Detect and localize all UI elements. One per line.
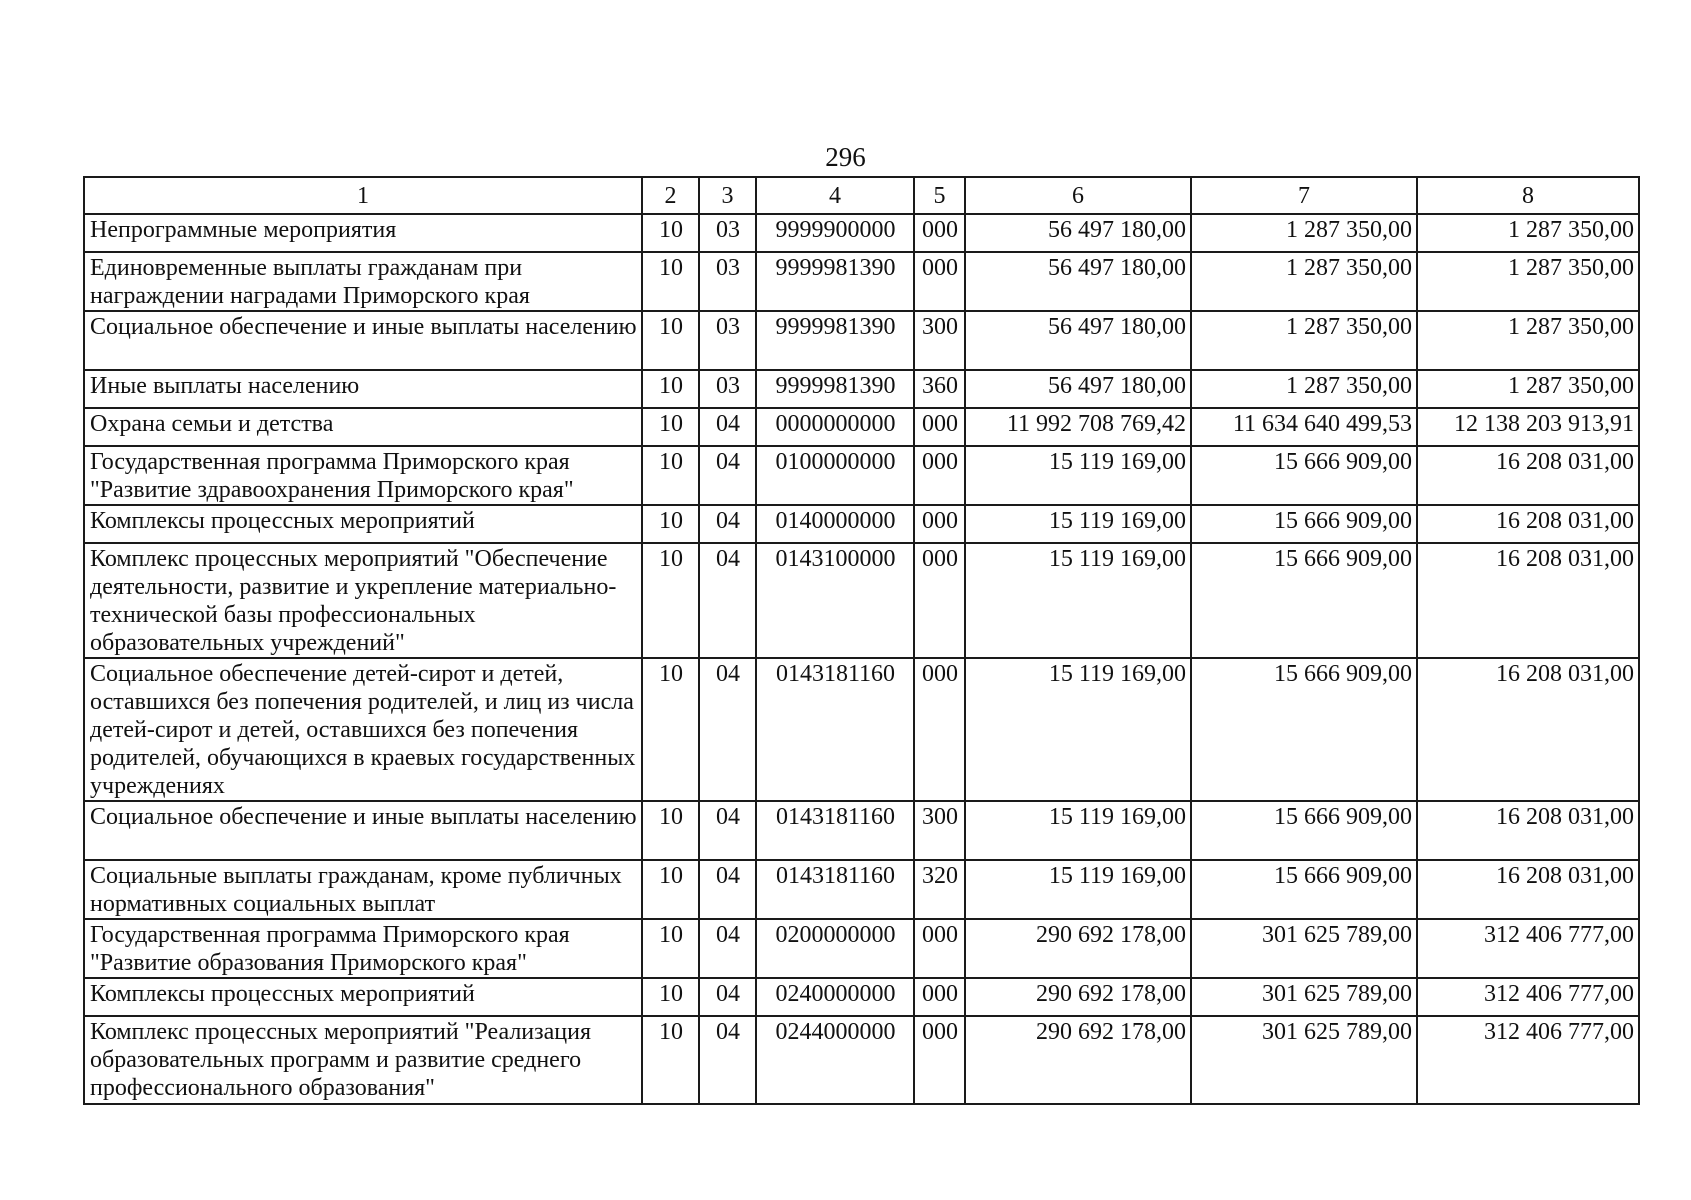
expense-type-code: 320 — [914, 860, 965, 919]
section-code: 10 — [642, 505, 699, 543]
target-article-code: 9999981390 — [756, 370, 914, 408]
section-code: 10 — [642, 801, 699, 860]
amount-col-7: 1 287 350,00 — [1191, 214, 1417, 252]
row-name: Комплекс процессных мероприятий "Реализация образовательных программ и развитие среднего профессионального образования" — [84, 1016, 642, 1104]
amount-col-7: 15 666 909,00 — [1191, 860, 1417, 919]
column-header: 3 — [699, 177, 756, 214]
row-name: Иные выплаты населению — [84, 370, 642, 408]
target-article-code: 9999900000 — [756, 214, 914, 252]
amount-col-8: 1 287 350,00 — [1417, 370, 1639, 408]
amount-col-7: 1 287 350,00 — [1191, 311, 1417, 370]
section-code: 10 — [642, 214, 699, 252]
table-row — [84, 446, 1639, 505]
subsection-code: 04 — [699, 978, 756, 1016]
section-code: 10 — [642, 978, 699, 1016]
target-article-code: 9999981390 — [756, 252, 914, 311]
section-code: 10 — [642, 543, 699, 658]
row-name: Комплекс процессных мероприятий "Обеспечение деятельности, развитие и укрепление материально-технической базы профессиональных образовательных учреждений" — [84, 543, 642, 658]
subsection-code: 03 — [699, 370, 756, 408]
amount-col-7: 15 666 909,00 — [1191, 658, 1417, 801]
amount-col-8: 1 287 350,00 — [1417, 311, 1639, 370]
subsection-code: 03 — [699, 252, 756, 311]
expense-type-code: 000 — [914, 505, 965, 543]
table-row — [84, 543, 1639, 658]
subsection-code: 04 — [699, 543, 756, 658]
subsection-code: 04 — [699, 801, 756, 860]
column-header: 1 — [84, 177, 642, 214]
section-code: 10 — [642, 1016, 699, 1104]
target-article-code: 0244000000 — [756, 1016, 914, 1104]
amount-col-6: 56 497 180,00 — [965, 214, 1191, 252]
row-name: Комплексы процессных мероприятий — [84, 978, 642, 1016]
budget-table — [83, 176, 1640, 1105]
subsection-code: 03 — [699, 214, 756, 252]
amount-col-8: 312 406 777,00 — [1417, 1016, 1639, 1104]
subsection-code: 03 — [699, 311, 756, 370]
row-name: Единовременные выплаты гражданам при награждении наградами Приморского края — [84, 252, 642, 311]
column-header: 6 — [965, 177, 1191, 214]
expense-type-code: 360 — [914, 370, 965, 408]
amount-col-6: 11 992 708 769,42 — [965, 408, 1191, 446]
column-header: 7 — [1191, 177, 1417, 214]
amount-col-8: 16 208 031,00 — [1417, 860, 1639, 919]
section-code: 10 — [642, 252, 699, 311]
amount-col-6: 15 119 169,00 — [965, 446, 1191, 505]
table-row — [84, 1016, 1639, 1104]
amount-col-6: 15 119 169,00 — [965, 543, 1191, 658]
target-article-code: 0143181160 — [756, 801, 914, 860]
section-code: 10 — [642, 446, 699, 505]
table-row — [84, 408, 1639, 446]
header-row — [84, 177, 1639, 214]
subsection-code: 04 — [699, 658, 756, 801]
amount-col-7: 15 666 909,00 — [1191, 801, 1417, 860]
amount-col-7: 15 666 909,00 — [1191, 505, 1417, 543]
amount-col-8: 12 138 203 913,91 — [1417, 408, 1639, 446]
section-code: 10 — [642, 370, 699, 408]
table-row — [84, 214, 1639, 252]
amount-col-7: 11 634 640 499,53 — [1191, 408, 1417, 446]
target-article-code: 0200000000 — [756, 919, 914, 978]
section-code: 10 — [642, 860, 699, 919]
row-name: Непрограммные мероприятия — [84, 214, 642, 252]
subsection-code: 04 — [699, 408, 756, 446]
row-name: Охрана семьи и детства — [84, 408, 642, 446]
amount-col-8: 16 208 031,00 — [1417, 658, 1639, 801]
expense-type-code: 000 — [914, 1016, 965, 1104]
amount-col-7: 301 625 789,00 — [1191, 1016, 1417, 1104]
table-row — [84, 370, 1639, 408]
subsection-code: 04 — [699, 446, 756, 505]
amount-col-8: 16 208 031,00 — [1417, 446, 1639, 505]
row-name: Социальное обеспечение и иные выплаты населению — [84, 311, 642, 370]
row-name: Государственная программа Приморского края "Развитие образования Приморского края" — [84, 919, 642, 978]
expense-type-code: 000 — [914, 919, 965, 978]
amount-col-8: 312 406 777,00 — [1417, 978, 1639, 1016]
table-row — [84, 801, 1639, 860]
column-header: 8 — [1417, 177, 1639, 214]
amount-col-6: 290 692 178,00 — [965, 919, 1191, 978]
target-article-code: 9999981390 — [756, 311, 914, 370]
target-article-code: 0240000000 — [756, 978, 914, 1016]
expense-type-code: 000 — [914, 408, 965, 446]
row-name: Социальное обеспечение детей-сирот и детей, оставшихся без попечения родителей, и лиц из числа детей-сирот и детей, оставшихся без попечения родителей, обучающихся в краевых государственных учреждениях — [84, 658, 642, 801]
column-header: 4 — [756, 177, 914, 214]
expense-type-code: 300 — [914, 801, 965, 860]
amount-col-6: 290 692 178,00 — [965, 1016, 1191, 1104]
target-article-code: 0143100000 — [756, 543, 914, 658]
amount-col-6: 56 497 180,00 — [965, 252, 1191, 311]
table-row — [84, 658, 1639, 801]
amount-col-7: 301 625 789,00 — [1191, 978, 1417, 1016]
expense-type-code: 300 — [914, 311, 965, 370]
subsection-code: 04 — [699, 1016, 756, 1104]
expense-type-code: 000 — [914, 252, 965, 311]
expense-type-code: 000 — [914, 543, 965, 658]
amount-col-7: 301 625 789,00 — [1191, 919, 1417, 978]
subsection-code: 04 — [699, 860, 756, 919]
amount-col-7: 1 287 350,00 — [1191, 370, 1417, 408]
page-number: 296 — [825, 142, 866, 172]
amount-col-8: 16 208 031,00 — [1417, 543, 1639, 658]
target-article-code: 0143181160 — [756, 860, 914, 919]
section-code: 10 — [642, 919, 699, 978]
subsection-code: 04 — [699, 919, 756, 978]
row-name: Социальные выплаты гражданам, кроме публичных нормативных социальных выплат — [84, 860, 642, 919]
row-name: Комплексы процессных мероприятий — [84, 505, 642, 543]
table-row — [84, 860, 1639, 919]
amount-col-8: 1 287 350,00 — [1417, 214, 1639, 252]
table-row — [84, 919, 1639, 978]
section-code: 10 — [642, 311, 699, 370]
amount-col-8: 312 406 777,00 — [1417, 919, 1639, 978]
amount-col-7: 1 287 350,00 — [1191, 252, 1417, 311]
target-article-code: 0140000000 — [756, 505, 914, 543]
amount-col-7: 15 666 909,00 — [1191, 543, 1417, 658]
amount-col-6: 15 119 169,00 — [965, 505, 1191, 543]
amount-col-6: 56 497 180,00 — [965, 311, 1191, 370]
column-header: 2 — [642, 177, 699, 214]
row-name: Государственная программа Приморского края "Развитие здравоохранения Приморского края" — [84, 446, 642, 505]
amount-col-6: 15 119 169,00 — [965, 860, 1191, 919]
table-body — [84, 214, 1639, 1104]
expense-type-code: 000 — [914, 658, 965, 801]
column-header: 5 — [914, 177, 965, 214]
table-row — [84, 252, 1639, 311]
amount-col-8: 16 208 031,00 — [1417, 505, 1639, 543]
amount-col-7: 15 666 909,00 — [1191, 446, 1417, 505]
target-article-code: 0100000000 — [756, 446, 914, 505]
expense-type-code: 000 — [914, 214, 965, 252]
expense-type-code: 000 — [914, 978, 965, 1016]
table-row — [84, 311, 1639, 370]
target-article-code: 0000000000 — [756, 408, 914, 446]
table-row — [84, 978, 1639, 1016]
table-row — [84, 505, 1639, 543]
target-article-code: 0143181160 — [756, 658, 914, 801]
subsection-code: 04 — [699, 505, 756, 543]
amount-col-6: 15 119 169,00 — [965, 658, 1191, 801]
amount-col-6: 290 692 178,00 — [965, 978, 1191, 1016]
amount-col-6: 15 119 169,00 — [965, 801, 1191, 860]
section-code: 10 — [642, 658, 699, 801]
section-code: 10 — [642, 408, 699, 446]
amount-col-8: 16 208 031,00 — [1417, 801, 1639, 860]
amount-col-6: 56 497 180,00 — [965, 370, 1191, 408]
row-name: Социальное обеспечение и иные выплаты населению — [84, 801, 642, 860]
expense-type-code: 000 — [914, 446, 965, 505]
amount-col-8: 1 287 350,00 — [1417, 252, 1639, 311]
